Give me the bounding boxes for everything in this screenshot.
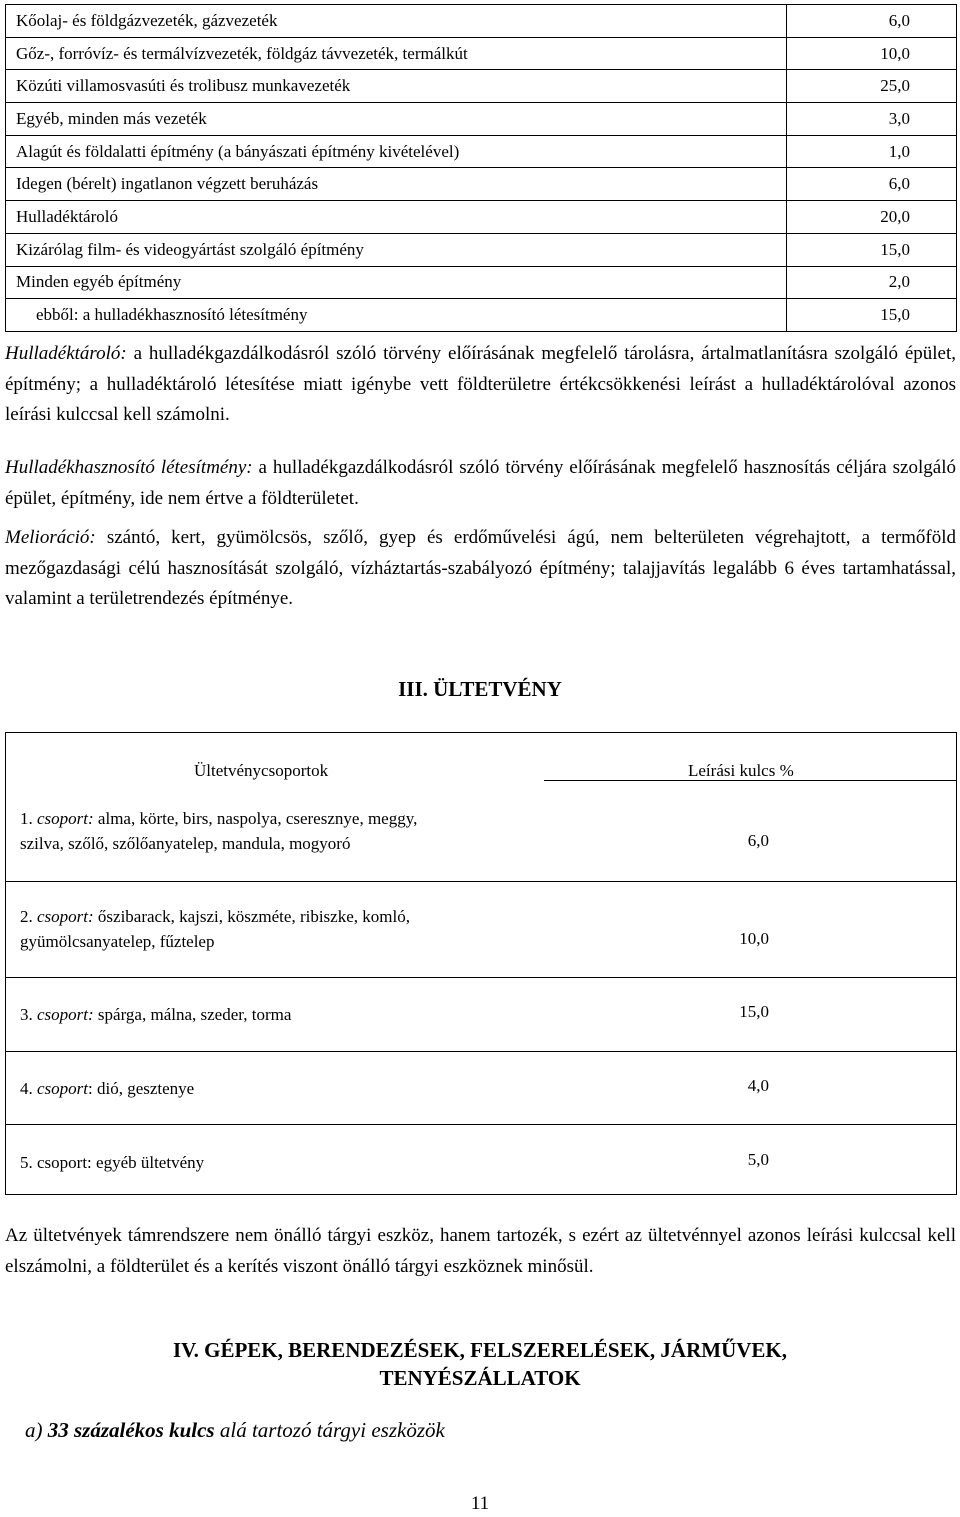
group-label: csoport: [32, 1079, 88, 1098]
plant-group-row-4: [20, 1076, 194, 1101]
section-title-line2: TENYÉSZÁLLATOK: [379, 1366, 581, 1390]
subsection-emphasis: 33 százalékos kulcs: [47, 1418, 215, 1442]
group-text-cont: szilva, szőlő, szőlőanyatelep, mandula, mogyoró: [20, 834, 351, 853]
row-value: 20,0: [787, 201, 957, 234]
row-label: Egyéb, minden más vezeték: [6, 103, 787, 136]
rate-value: 4,0: [747, 1076, 769, 1095]
row-value: 1,0: [787, 135, 957, 168]
group-num: 4.: [20, 1079, 33, 1098]
table-row: [6, 135, 957, 168]
table-row: [6, 168, 957, 201]
group-num: 1.: [20, 809, 33, 828]
row-label: Kizárólag film- és videogyártást szolgáló építmény: [6, 233, 787, 266]
definition-waste-storage: [5, 339, 956, 431]
plant-group-row-5: [20, 1150, 204, 1175]
plant-group-row-2: [20, 904, 410, 954]
row-label: Gőz-, forróvíz- és termálvízvezeték, földgáz távvezeték, termálkút: [6, 37, 787, 70]
depreciation-table: [5, 4, 957, 332]
row-label: Kőolaj- és földgázvezeték, gázvezeték: [6, 5, 787, 38]
column-header-groups: Ültetvénycsoportok: [194, 761, 329, 780]
support-structure-note: Az ültetvények támrendszere nem önálló tárgyi eszköz, hanem tartozék, s ezért az ültetvénnyel azonos leírási kulccsal kell elszámolni, a földterület és a kerítés viszont önálló tárgyi eszköznek minősül.: [5, 1225, 956, 1277]
row-divider: [6, 1051, 956, 1052]
group-num: 3.: [20, 1005, 33, 1024]
row-value: 6,0: [787, 5, 957, 38]
term: Melioráció:: [5, 527, 96, 548]
section-title-machinery: [0, 1336, 960, 1392]
page-number: 11: [470, 1493, 490, 1514]
group-text: őszibarack, kajszi, köszméte, ribiszke, komló,: [93, 907, 410, 926]
table-row: [6, 70, 957, 103]
definition-text: a hulladékgazdálkodásról szóló törvény előírásának megfelelő hasznosítás céljára szolgáló épület, építmény, ide nem értve a földterületet.: [5, 457, 956, 509]
row-label: Idegen (bérelt) ingatlanon végzett beruházás: [6, 168, 787, 201]
row-value: 3,0: [787, 103, 957, 136]
group-text-cont: gyümölcsanyatelep, fűztelep: [20, 932, 215, 951]
group-text: spárga, málna, szeder, torma: [93, 1005, 292, 1024]
row-divider: [6, 881, 956, 882]
rate-value: 5,0: [747, 1150, 769, 1169]
group-label: csoport:: [32, 1005, 94, 1024]
group-label: csoport:: [32, 907, 94, 926]
table-row: [6, 103, 957, 136]
row-value: 6,0: [787, 168, 957, 201]
term: Hulladékhasznosító létesítmény:: [5, 457, 253, 478]
group-label: csoport:: [32, 809, 94, 828]
table-row: [6, 299, 957, 332]
column-header-rate: Leírási kulcs %: [688, 761, 794, 780]
row-value: 2,0: [787, 266, 957, 299]
definition-melioration: [5, 523, 956, 615]
subsection-suffix: alá tartozó tárgyi eszközök: [214, 1418, 445, 1442]
row-value: 10,0: [787, 37, 957, 70]
row-label: ebből: a hulladékhasznosító létesítmény: [6, 299, 787, 332]
row-label: Hulladéktároló: [6, 201, 787, 234]
subsection-prefix: a): [25, 1418, 48, 1442]
rate-value: 10,0: [739, 929, 769, 948]
plantation-table: [5, 732, 957, 1195]
definition-waste-utilization: [5, 453, 956, 514]
group-text: 5. csoport: egyéb ültetvény: [20, 1153, 205, 1172]
header-underline: [544, 780, 956, 781]
section-title-plantation: III. ÜLTETVÉNY: [398, 677, 562, 701]
row-value: 15,0: [787, 299, 957, 332]
table-row: [6, 233, 957, 266]
table-row: [6, 37, 957, 70]
row-label: Közúti villamosvasúti és trolibusz munkavezeték: [6, 70, 787, 103]
definition-text: a hulladékgazdálkodásról szóló törvény előírásának megfelelő tárolásra, ártalmatlanításra szolgáló épület, építmény; a hulladéktároló létesítése miatt igénybe vett földterületre értékcsökkenési leírást a hulladéktárolóval azonos leírási kulccsal kell számolni.: [5, 343, 956, 425]
table-row: [6, 5, 957, 38]
row-value: 25,0: [787, 70, 957, 103]
plant-group-row-1: [20, 806, 417, 856]
table-row: [6, 201, 957, 234]
row-label: Minden egyéb építmény: [6, 266, 787, 299]
group-text: alma, körte, birs, naspolya, cseresznye, meggy,: [93, 809, 418, 828]
row-value: 15,0: [787, 233, 957, 266]
subsection-a-heading: [25, 1418, 445, 1443]
rate-value: 15,0: [739, 1002, 769, 1021]
row-divider: [6, 1124, 956, 1125]
row-divider: [6, 977, 956, 978]
group-text: : dió, gesztenye: [88, 1079, 195, 1098]
definition-text: szántó, kert, gyümölcsös, szőlő, gyep és erdőművelési ágú, nem belterületen végrehajtott, a termőföld mezőgazdasági célú hasznosítását szolgáló, vízháztartás-szabályozó építmény; talajjavítás legalább 6 éves tartamhatással, valamint a területrendezés építménye.: [5, 527, 956, 609]
rate-value: 6,0: [747, 831, 769, 850]
term: Hulladéktároló:: [5, 343, 127, 364]
plant-group-row-3: [20, 1002, 291, 1027]
row-label: Alagút és földalatti építmény (a bányászati építmény kivételével): [6, 135, 787, 168]
section-title-line1: IV. GÉPEK, BERENDEZÉSEK, FELSZERELÉSEK, JÁRMŰVEK,: [172, 1338, 787, 1362]
group-num: 2.: [20, 907, 33, 926]
table-row: [6, 266, 957, 299]
